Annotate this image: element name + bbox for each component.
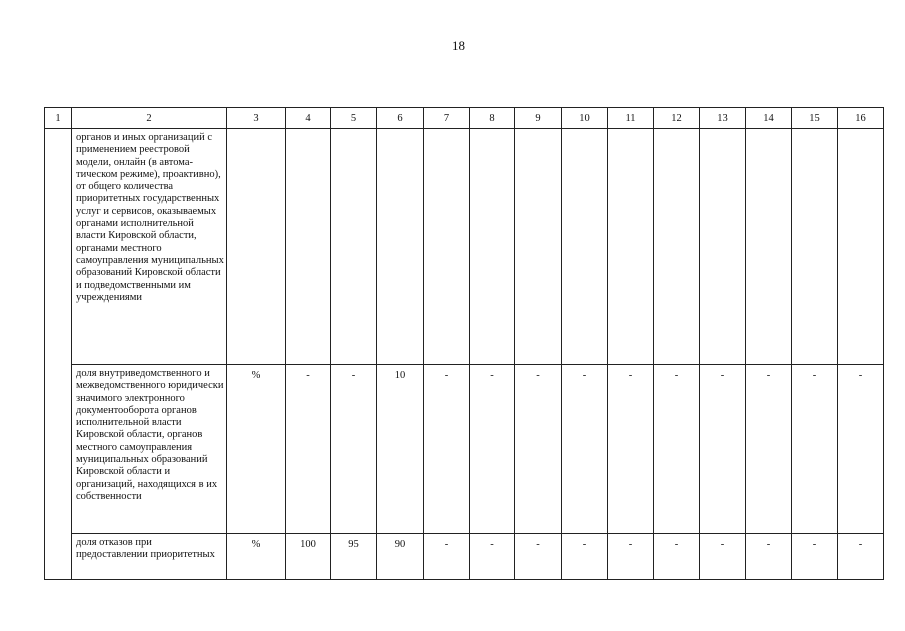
merged-number-cell: [45, 129, 72, 580]
column-header: 5: [331, 108, 377, 129]
value-cell: -: [331, 365, 377, 534]
indicator-description: органов и иных организаций с применением реестровой модели, онлайн (в автома-тическом режиме), проактивно), от общего количества приоритетных государственных услуг и сервисов, оказываемых органами исполнительной власти Кировской области, органами местного самоуправления муниципальных образований Кировской области и подведомственными им учреждениями: [72, 129, 227, 365]
column-header: 3: [227, 108, 286, 129]
table-row: [45, 365, 884, 534]
column-header: 1: [45, 108, 72, 129]
column-header: 15: [792, 108, 838, 129]
unit-cell: %: [227, 534, 286, 580]
value-cell: [608, 129, 654, 365]
value-cell: [700, 129, 746, 365]
column-header: 12: [654, 108, 700, 129]
value-cell: -: [700, 534, 746, 580]
value-cell: [470, 129, 515, 365]
value-cell: -: [608, 534, 654, 580]
column-header: 9: [515, 108, 562, 129]
page-number: 18: [452, 38, 465, 53]
column-header: 4: [286, 108, 331, 129]
value-cell: -: [838, 534, 884, 580]
value-cell: [654, 129, 700, 365]
value-cell: -: [838, 365, 884, 534]
column-header: 16: [838, 108, 884, 129]
value-cell: [746, 129, 792, 365]
value-cell: -: [286, 365, 331, 534]
column-header: 8: [470, 108, 515, 129]
value-cell: 100: [286, 534, 331, 580]
value-cell: -: [424, 534, 470, 580]
value-cell: [424, 129, 470, 365]
value-cell: -: [608, 365, 654, 534]
column-header: 6: [377, 108, 424, 129]
value-cell: -: [792, 534, 838, 580]
value-cell: -: [515, 534, 562, 580]
value-cell: -: [654, 365, 700, 534]
unit-cell: [227, 129, 286, 365]
column-header: 2: [72, 108, 227, 129]
indicator-description: доля внутриведомственного и межведомственного юридически значимого электронного документооборота органов исполнительной власти Кировской области, органов местного самоуправления муниципальных образований Кировской области и организаций, находящихся в их собственности: [72, 365, 227, 534]
column-header: 10: [562, 108, 608, 129]
column-header: 7: [424, 108, 470, 129]
value-cell: -: [746, 365, 792, 534]
value-cell: -: [562, 365, 608, 534]
table-row: [45, 534, 884, 580]
value-cell: [331, 129, 377, 365]
column-header: 13: [700, 108, 746, 129]
value-cell: 95: [331, 534, 377, 580]
value-cell: -: [562, 534, 608, 580]
value-cell: -: [654, 534, 700, 580]
value-cell: [562, 129, 608, 365]
value-cell: [286, 129, 331, 365]
indicator-description: доля отказов при предоставлении приоритетных: [72, 534, 227, 580]
value-cell: -: [470, 365, 515, 534]
value-cell: -: [746, 534, 792, 580]
value-cell: [515, 129, 562, 365]
table-row: [45, 129, 884, 365]
value-cell: -: [515, 365, 562, 534]
value-cell: [377, 129, 424, 365]
value-cell: -: [424, 365, 470, 534]
column-number-row: [45, 108, 884, 129]
unit-cell: %: [227, 365, 286, 534]
value-cell: -: [792, 365, 838, 534]
value-cell: [838, 129, 884, 365]
column-header: 11: [608, 108, 654, 129]
value-cell: 10: [377, 365, 424, 534]
value-cell: [792, 129, 838, 365]
indicator-table: [44, 107, 884, 580]
value-cell: -: [470, 534, 515, 580]
column-header: 14: [746, 108, 792, 129]
value-cell: 90: [377, 534, 424, 580]
value-cell: -: [700, 365, 746, 534]
